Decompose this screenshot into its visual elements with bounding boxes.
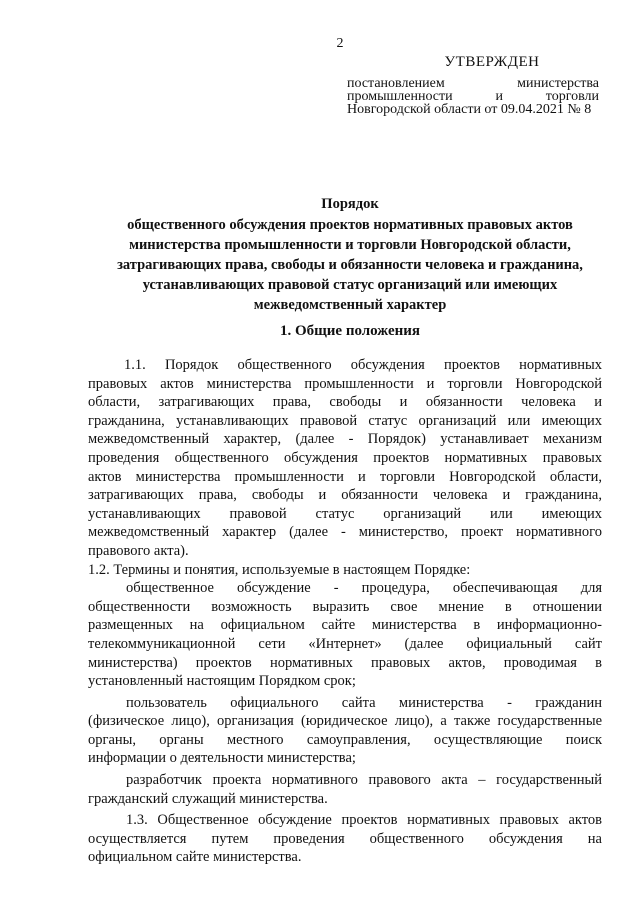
paragraph-line: устанавливающих правовой статус организаций или имеющих xyxy=(88,505,602,522)
paragraph-line: 1.3. Общественное обсуждение проектов нормативных правовых актов xyxy=(126,812,602,829)
paragraph-line: затрагивающих права, свободы и обязанности человека и гражданина, xyxy=(88,487,602,504)
approval-line: промышленности и торговли xyxy=(347,89,599,104)
paragraph-line: правового акта). xyxy=(88,542,189,559)
paragraph-line: пользователь официального сайта министерства - гражданин xyxy=(126,694,602,711)
paragraph-line: правовых актов министерства промышленности и торговли Новгородской xyxy=(88,375,602,392)
paragraph-line: информации о деятельности министерства; xyxy=(88,750,356,767)
approval-line: постановлением министерства xyxy=(347,76,599,91)
paragraph-line: разработчик проекта нормативного правового акта – государственный xyxy=(126,772,602,789)
paragraph-line: 1.1. Порядок общественного обсуждения проектов нормативных xyxy=(124,357,602,373)
paragraph-line: телекоммуникационной сети «Интернет» (далее официальный сайт xyxy=(88,635,602,652)
paragraph-line: гражданина, устанавливающих правовой статус организаций или имеющих xyxy=(88,412,602,429)
body-text xyxy=(88,356,602,867)
paragraph-line: размещенных на официальном сайте министерства в информационно- xyxy=(88,617,602,634)
title-line: общественного обсуждения проектов нормативных правовых актов xyxy=(127,217,573,233)
paragraph-line: официальном сайте министерства. xyxy=(88,849,302,866)
paragraph-line: министерства) проектов нормативных правовых актов, проводимая в xyxy=(88,654,602,671)
document-title xyxy=(100,194,600,315)
title-line: межведомственный характер xyxy=(253,297,447,313)
paragraph-line: 1.2. Термины и понятия, используемые в настоящем Порядке: xyxy=(88,561,471,578)
paragraph-line: общественности возможность выразить свое мнение в отношении xyxy=(88,598,602,615)
approval-stamp xyxy=(347,56,599,116)
paragraph-line: межведомственный характер, (далее - Порядок) устанавливает механизм xyxy=(88,431,602,448)
paragraph-line: проведения общественного обсуждения проектов нормативных правовых xyxy=(88,449,602,466)
paragraph-line: актов министерства промышленности и торговли Новгородской области, xyxy=(88,468,602,485)
paragraph-line: (физическое лицо), организация (юридическое лицо), а также государственные xyxy=(88,713,602,730)
section-heading: 1. Общие положения xyxy=(279,323,421,339)
paragraph-line: установленный настоящим Порядком срок; xyxy=(88,673,356,690)
paragraph-line: межведомственный характер (далее - министерство, проект нормативного xyxy=(88,524,602,541)
title-line: министерства промышленности и торговли Новгородской области, xyxy=(129,237,571,253)
title-line: затрагивающих права, свободы и обязанности человека и гражданина, xyxy=(117,257,583,273)
approval-line: Новгородской области от 09.04.2021 № 8 xyxy=(347,102,592,117)
paragraph-line: области, затрагивающих права, свободы и обязанности человека и xyxy=(88,394,602,411)
page-number: 2 xyxy=(336,36,344,51)
paragraph-line: гражданский служащий министерства. xyxy=(88,790,328,807)
paragraph-line: общественное обсуждение - процедура, обеспечивающая для xyxy=(126,580,602,597)
paragraph-line: осуществляется путем проведения общественного обсуждения на xyxy=(88,830,602,847)
title-main: Порядок xyxy=(321,196,379,212)
approval-heading: УТВЕРЖДЕН xyxy=(444,54,540,70)
title-line: устанавливающих правовой статус организаций или имеющих xyxy=(142,277,558,293)
paragraph-line: органы, органы местного самоуправления, осуществляющие поиск xyxy=(88,731,602,748)
